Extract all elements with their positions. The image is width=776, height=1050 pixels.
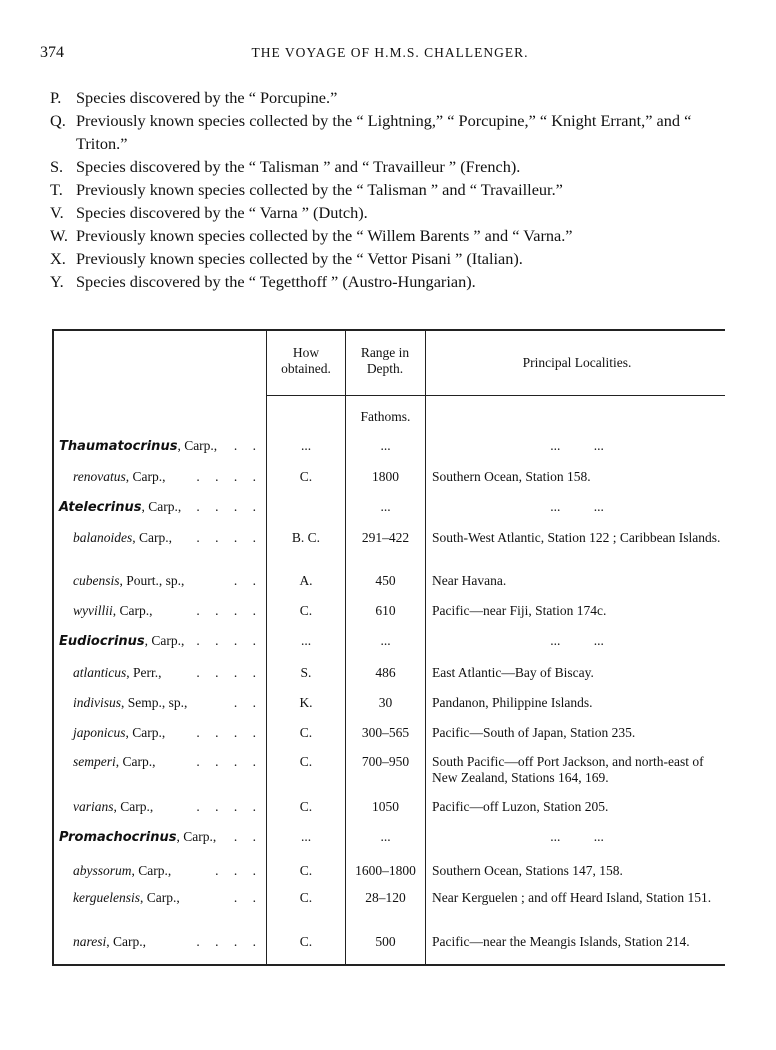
locality-cell: East Atlantic—Bay of Biscay. — [432, 665, 594, 680]
genus-name — [59, 438, 217, 455]
author-label: , Carp., — [112, 603, 153, 618]
locality-cell: ... ... — [550, 633, 604, 648]
legend-letter: S. — [50, 157, 64, 176]
legend-item — [50, 178, 740, 201]
how-obtained-cell: C. — [299, 754, 313, 769]
genus-name — [59, 633, 184, 650]
depth-range-cell: 30 — [378, 695, 393, 710]
legend-letter: V. — [50, 203, 64, 222]
author-label: , Carp., — [141, 499, 182, 514]
depth-range-cell: ... — [380, 438, 391, 453]
depth-range-cell: 1050 — [372, 799, 399, 814]
locality-cell: Near Havana. — [432, 573, 507, 588]
legend-item — [50, 201, 740, 224]
column-divider-localities — [425, 329, 426, 965]
header-underline — [266, 395, 725, 396]
depth-range-cell: 610 — [375, 603, 396, 618]
species-name — [73, 695, 187, 711]
legend-item — [50, 155, 740, 178]
dot-leader: . . — [233, 890, 262, 905]
depth-range-cell: 500 — [375, 934, 396, 949]
legend-list — [50, 86, 740, 293]
table-top-rule — [52, 329, 725, 331]
depth-range-cell: 450 — [375, 573, 396, 588]
dot-leader: . . . . — [196, 725, 262, 740]
species-name — [73, 754, 156, 770]
dot-leader: . . . . — [196, 603, 262, 618]
dot-leader: . . . . — [196, 469, 262, 484]
locality-cell: ... ... — [550, 438, 604, 453]
depth-range-cell: 28–120 — [365, 890, 406, 905]
locality-cell: Pacific—off Luzon, Station 205. — [432, 799, 609, 814]
author-label: , Perr., — [126, 665, 162, 680]
legend-letter: T. — [50, 180, 63, 199]
author-label: , Carp., — [115, 754, 156, 769]
table-bottom-rule — [52, 964, 725, 966]
legend-text: Species discovered by the “ Talisman ” and “ Travailleur ” (French). — [76, 157, 521, 176]
locality-cell: Pacific—near the Meangis Islands, Station 214. — [432, 934, 690, 949]
author-label: , Pourt., sp., — [119, 573, 185, 588]
legend-item — [50, 109, 740, 155]
legend-text: Previously known species collected by the “ Talisman ” and “ Travailleur.” — [76, 180, 563, 199]
page-number: 374 — [40, 44, 64, 61]
dot-leader: . . — [233, 829, 262, 844]
author-label: , Semp., sp., — [121, 695, 188, 710]
species-name — [73, 863, 171, 879]
locality-cell: Southern Ocean, Stations 147, 158. — [432, 863, 623, 878]
how-obtained-cell: ... — [300, 829, 312, 844]
legend-letter: Y. — [50, 272, 64, 291]
header-how-obtained: How obtained. — [281, 345, 331, 376]
locality-cell: Pacific—South of Japan, Station 235. — [432, 725, 636, 740]
how-obtained-cell: ... — [300, 633, 312, 648]
species-name — [73, 890, 180, 906]
how-obtained-cell: C. — [299, 469, 313, 484]
author-label: , Carp., — [125, 725, 166, 740]
species-label: balanoides — [73, 530, 133, 545]
species-label: indivisus — [73, 695, 122, 710]
genus-label: Promachocrinus — [59, 830, 177, 845]
running-title: THE VOYAGE OF H.M.S. CHALLENGER. — [251, 45, 529, 60]
legend-letter: Q. — [50, 111, 66, 130]
locality-cell: Southern Ocean, Station 158. — [432, 469, 591, 484]
how-obtained-cell: B. C. — [291, 530, 321, 545]
species-name — [73, 799, 153, 815]
how-obtained-cell: C. — [299, 603, 313, 618]
species-label: renovatus — [73, 469, 126, 484]
species-table — [52, 329, 725, 965]
legend-item — [50, 270, 740, 293]
author-label: , Carp., — [132, 530, 172, 545]
header-range-in-depth: Range in Depth. — [360, 345, 410, 376]
species-name — [73, 725, 165, 741]
page-header — [40, 44, 740, 66]
how-obtained-cell: S. — [300, 665, 312, 680]
author-label: , Carp., — [177, 438, 218, 453]
dot-leader: . . . . — [196, 499, 262, 514]
legend-text: Previously known species collected by the “ Willem Barents ” and “ Varna.” — [76, 226, 573, 245]
author-label: , Carp., — [176, 829, 217, 844]
genus-label: Thaumatocrinus — [59, 439, 178, 454]
author-label: , Carp., — [106, 934, 146, 949]
legend-item — [50, 224, 740, 247]
species-label: kerguelensis — [73, 890, 140, 905]
dot-leader: . . . . — [196, 799, 262, 814]
header-principal-localities: Principal Localities. — [522, 355, 632, 370]
how-obtained-cell: ... — [300, 438, 312, 453]
how-obtained-cell: A. — [299, 573, 313, 588]
genus-name — [59, 829, 216, 846]
depth-range-cell: ... — [380, 829, 391, 844]
species-label: naresi — [73, 934, 107, 949]
legend-text: Previously known species collected by the “ Lightning,” “ Porcupine,” “ Knight Errant,” and “ Triton.” — [76, 111, 692, 153]
table-left-border — [52, 329, 54, 965]
legend-text: Previously known species collected by the “ Vettor Pisani ” (Italian). — [76, 249, 523, 268]
depth-range-cell: 1800 — [372, 469, 399, 484]
species-label: semperi — [73, 754, 116, 769]
dot-leader: . . . . — [196, 754, 262, 769]
species-name — [73, 603, 153, 619]
depth-range-cell: 486 — [375, 665, 396, 680]
species-name — [73, 530, 172, 546]
species-label: abyssorum — [73, 863, 132, 878]
legend-item — [50, 86, 740, 109]
depth-range-cell: ... — [380, 499, 391, 514]
legend-text: Species discovered by the “ Varna ” (Dutch). — [76, 203, 368, 222]
locality-cell: ... ... — [550, 829, 604, 844]
dot-leader: . . — [233, 695, 262, 710]
legend-item — [50, 247, 740, 270]
depth-range-cell: 700–950 — [361, 754, 410, 769]
dot-leader: . . . — [215, 863, 262, 878]
locality-cell: Near Kerguelen ; and off Heard Island, Station 151. — [432, 890, 712, 905]
locality-cell: ... ... — [550, 499, 604, 514]
author-label: , Carp., — [131, 863, 172, 878]
how-obtained-cell: C. — [299, 934, 313, 949]
legend-text: Species discovered by the “ Porcupine.” — [76, 88, 338, 107]
author-label: , Carp., — [139, 890, 180, 905]
legend-letter: P. — [50, 88, 62, 107]
species-label: japonicus — [73, 725, 126, 740]
species-label: cubensis — [73, 573, 120, 588]
species-name — [73, 665, 162, 681]
dot-leader: . . . . — [196, 665, 262, 680]
dot-leader: . . . . — [196, 934, 262, 949]
how-obtained-cell: K. — [299, 695, 313, 710]
depth-range-cell: 1600–1800 — [355, 863, 416, 878]
author-label: , Carp., — [125, 469, 166, 484]
dot-leader: . . — [233, 573, 262, 588]
author-label: , Carp., — [113, 799, 154, 814]
locality-cell: Pacific—near Fiji, Station 174c. — [432, 603, 607, 618]
depth-unit-label: Fathoms. — [360, 409, 411, 424]
depth-range-cell: ... — [380, 633, 391, 648]
legend-letter: X. — [50, 249, 66, 268]
depth-range-cell: 300–565 — [361, 725, 410, 740]
locality-cell: Pandanon, Philippine Islands. — [432, 695, 593, 710]
locality-cell: South Pacific—off Port Jackson, and north-east of New Zealand, Stations 164, 169. — [432, 754, 704, 785]
depth-range-cell: 291–422 — [361, 530, 410, 545]
species-label: varians — [73, 799, 114, 814]
species-label: atlanticus — [73, 665, 127, 680]
dot-leader: . . . . — [196, 633, 262, 648]
species-label: wyvillii — [73, 603, 113, 618]
legend-text: Species discovered by the “ Tegetthoff ” (Austro-Hungarian). — [76, 272, 476, 291]
how-obtained-cell: C. — [299, 890, 313, 905]
genus-label: Eudiocrinus — [59, 634, 145, 649]
legend-letter: W. — [50, 226, 68, 245]
species-name — [73, 469, 166, 485]
how-obtained-cell: C. — [299, 725, 313, 740]
locality-cell: South-West Atlantic, Station 122 ; Caribbean Islands. — [432, 530, 721, 545]
genus-name — [59, 499, 181, 516]
dot-leader: . . . . — [196, 530, 262, 545]
how-obtained-cell: C. — [299, 799, 313, 814]
genus-label: Atelecrinus — [59, 500, 142, 515]
species-name — [73, 934, 146, 950]
dot-leader: . . — [233, 438, 262, 453]
how-obtained-cell: C. — [299, 863, 313, 878]
species-name — [73, 573, 184, 589]
author-label: , Carp., — [144, 633, 185, 648]
